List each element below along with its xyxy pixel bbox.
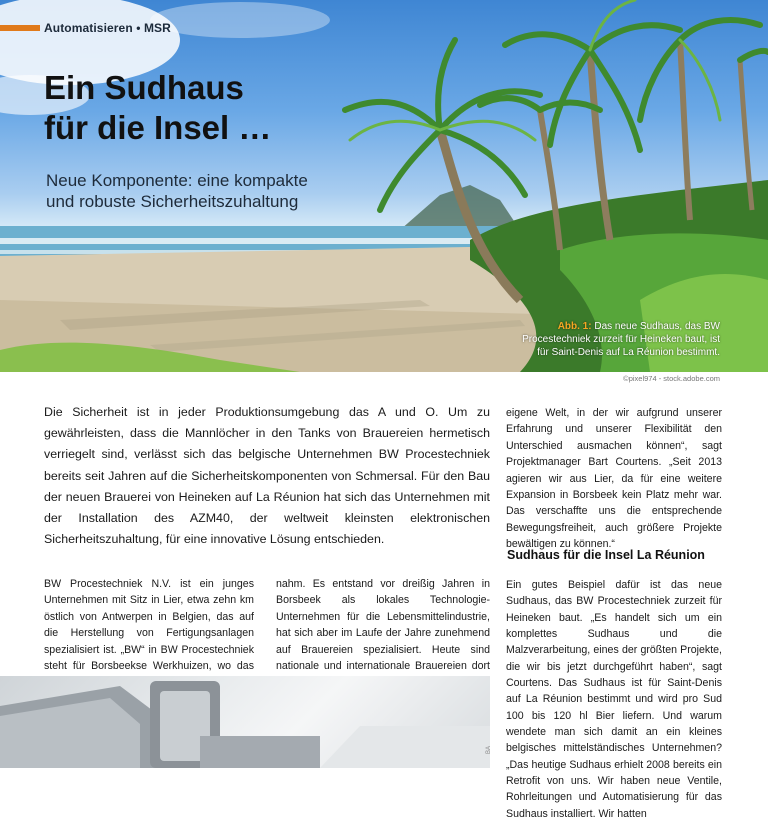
photo-credit: ©pixel974 - stock.adobe.com bbox=[623, 374, 720, 383]
section-label: Automatisieren bbox=[44, 21, 133, 35]
caption-text: Das neue Sudhaus, das BW Procestechniek zurzeit für Heineken baut, ist für Saint-Denis auf La Réunion bestimmt. bbox=[522, 321, 720, 358]
right-column-text: Ein gutes Beispiel dafür ist das neue Sudhaus, das BW Procestechniek zurzeit für Heineken baut. „Es handelt sich um ein komplettes Sudhaus und die Malzverarbeitung, eines der größten Projekte, die wir bis jetzt durchgeführt haben“, sagt Courtens. Das Sudhaus ist für Saint-Denis auf La Réunion bestimmt und wird pro Sud 100 bis 120 hl Bier liefern. Und warum wendete man sich damit an ein kleines belgisches mittelständisches Unternehmen? „Das heutige Sudhaus erhielt 2008 bereits ein Retrofit von uns. Wir haben neue Ventile, Rohrleitungen und Automatisierung für das Sudhaus installiert. Wir hatten bbox=[506, 579, 722, 820]
article-title bbox=[44, 68, 271, 148]
image-caption bbox=[520, 320, 720, 359]
hero-photo bbox=[0, 0, 768, 372]
title-line-1: Ein Sudhaus bbox=[44, 69, 244, 106]
lead-paragraph: Die Sicherheit ist in jeder Produktionsumgebung das A und O. Um zu gewährleisten, dass die Mannlöcher in den Tanks von Brauereien hermetisch verriegelt sind, verlässt sich das belgische Unternehmen BW Procestechniek bereits seit Jahren auf die Sicherheitskomponenten von Schmersal. Für den Bau der neuen Brauerei von Heineken auf La Réunion hat sich das Unternehmen mit der Installation des AZM40, der weltweit kleinsten elektronischen Sicherheitszuhaltung, für eine innovative Lösung entschieden. bbox=[44, 405, 490, 547]
body-column-1: BW Procestechniek N.V. ist ein junges Unternehmen mit Sitz in Lier, etwa zehn km östlich von Antwerpen in Belgien, das auf die Herstellung von Fertigungsanlagen spezialisiert ist. „BW“ in BW Procestechniek steht für Borsbeekse Werkhuizen, wo das bbox=[44, 578, 254, 673]
section-subheading: Sudhaus für die Insel La Réunion bbox=[507, 548, 705, 562]
caption-label: Abb. 1: bbox=[557, 321, 592, 332]
article-subtitle bbox=[46, 170, 308, 212]
section-header bbox=[0, 22, 171, 34]
subsection-label: MSR bbox=[143, 21, 171, 35]
title-line-2: für die Insel … bbox=[44, 109, 272, 146]
body-column-2: nahm. Es entstand vor dreißig Jahren in Borsbeek als lokales Technologie-Unternehmen für die Lebensmittelindustrie, hat sich aber im Laufe der Jahre zunehmend auf Brauereien spezialisiert. Heute sind nationale und internationale Brauereien dort bbox=[276, 578, 490, 673]
photo-tag: BA bbox=[486, 746, 492, 755]
subtitle-line-1: Neue Komponente: eine kompakte bbox=[46, 171, 308, 190]
machine-illustration bbox=[0, 676, 490, 768]
accent-bar bbox=[0, 25, 40, 31]
side-column-text: eigene Welt, in der wir aufgrund unserer Erfahrung und unserer Flexibilität den Unterschied ausmachen können“, sagt Projektmanager Bart Courtens. „Seit 2013 agieren wir aus Lier, da für eine weitere Expansion in Borsbeek kein Platz mehr war. Das verschaffte uns die entsprechende Bewegungsfreiheit, auch größere Projekte bewältigen zu können.“ bbox=[506, 407, 722, 551]
subtitle-line-2: und robuste Sicherheitszuhaltung bbox=[46, 192, 299, 211]
machine-photo bbox=[0, 676, 490, 768]
separator-dot: • bbox=[136, 21, 141, 35]
